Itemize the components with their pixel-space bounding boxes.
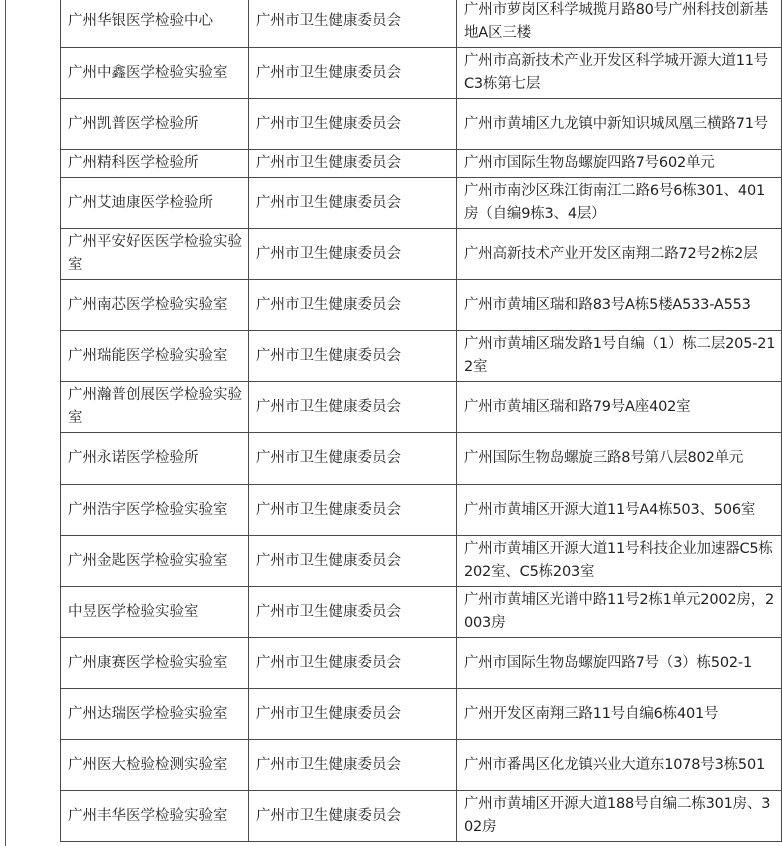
authority-cell: 广州市卫生健康委员会 — [249, 433, 457, 485]
authority-cell: 广州市卫生健康委员会 — [249, 150, 457, 178]
address-cell: 广州市黄埔区开源大道11号科技企业加速器C5栋202室、C5栋203室 — [457, 536, 782, 587]
authority-cell: 广州市卫生健康委员会 — [249, 791, 457, 842]
address-cell: 广州市国际生物岛螺旋四路7号602单元 — [457, 150, 782, 178]
address-cell: 广州市黄埔区瑞和路79号A座402室 — [457, 382, 782, 433]
address-cell: 广州市黄埔区瑞发路1号自编（1）栋二层205-212室 — [457, 331, 782, 382]
lab-name-cell: 广州瑞能医学检验实验室 — [61, 331, 249, 382]
lab-registry-table — [60, 0, 782, 842]
table-row — [61, 638, 782, 689]
address-cell: 广州市黄埔区开源大道11号A4栋503、506室 — [457, 485, 782, 536]
table-row — [61, 791, 782, 842]
authority-cell: 广州市卫生健康委员会 — [249, 382, 457, 433]
lab-name-cell: 广州康赛医学检验实验室 — [61, 638, 249, 689]
lab-name-cell: 广州精科医学检验所 — [61, 150, 249, 178]
lab-name-cell: 广州中鑫医学检验实验室 — [61, 48, 249, 99]
lab-name-cell: 广州达瑞医学检验实验室 — [61, 689, 249, 740]
lab-name-cell: 广州艾迪康医学检验所 — [61, 178, 249, 229]
authority-cell: 广州市卫生健康委员会 — [249, 178, 457, 229]
table-body — [61, 0, 782, 842]
address-cell: 广州市黄埔区开源大道188号自编二栋301房、302房 — [457, 791, 782, 842]
authority-cell: 广州市卫生健康委员会 — [249, 229, 457, 280]
lab-name-cell: 广州丰华医学检验实验室 — [61, 791, 249, 842]
lab-name-cell: 广州金匙医学检验实验室 — [61, 536, 249, 587]
authority-cell: 广州市卫生健康委员会 — [249, 331, 457, 382]
table-row — [61, 536, 782, 587]
table-row — [61, 382, 782, 433]
authority-cell: 广州市卫生健康委员会 — [249, 0, 457, 48]
table-row — [61, 48, 782, 99]
table-row — [61, 0, 782, 48]
address-cell: 广州市南沙区珠江街南江二路6号6栋301、401房（自编9栋3、4层） — [457, 178, 782, 229]
table-row — [61, 150, 782, 178]
table-row — [61, 587, 782, 638]
table-row — [61, 485, 782, 536]
authority-cell: 广州市卫生健康委员会 — [249, 485, 457, 536]
table-row — [61, 689, 782, 740]
lab-name-cell: 广州瀚普创展医学检验实验室 — [61, 382, 249, 433]
lab-name-cell: 广州医大检验检测实验室 — [61, 740, 249, 791]
address-cell: 广州市萝岗区科学城揽月路80号广州科技创新基地A区三楼 — [457, 0, 782, 48]
address-cell: 广州市黄埔区九龙镇中新知识城凤凰三横路71号 — [457, 99, 782, 150]
lab-name-cell: 中昱医学检验实验室 — [61, 587, 249, 638]
table-row — [61, 229, 782, 280]
authority-cell: 广州市卫生健康委员会 — [249, 740, 457, 791]
address-cell: 广州市国际生物岛螺旋四路7号（3）栋502-1 — [457, 638, 782, 689]
table-row — [61, 280, 782, 331]
authority-cell: 广州市卫生健康委员会 — [249, 638, 457, 689]
left-border-line — [5, 0, 6, 846]
authority-cell: 广州市卫生健康委员会 — [249, 587, 457, 638]
authority-cell: 广州市卫生健康委员会 — [249, 99, 457, 150]
lab-name-cell: 广州华银医学检验中心 — [61, 0, 249, 48]
address-cell: 广州高新技术产业开发区南翔二路72号2栋2层 — [457, 229, 782, 280]
lab-name-cell: 广州南芯医学检验实验室 — [61, 280, 249, 331]
address-cell: 广州市黄埔区瑞和路83号A栋5楼A533-A553 — [457, 280, 782, 331]
table-row — [61, 178, 782, 229]
address-cell: 广州市黄埔区光谱中路11号2栋1单元2002房，2003房 — [457, 587, 782, 638]
authority-cell: 广州市卫生健康委员会 — [249, 48, 457, 99]
table-row — [61, 433, 782, 485]
authority-cell: 广州市卫生健康委员会 — [249, 689, 457, 740]
table-row — [61, 331, 782, 382]
address-cell: 广州市番禺区化龙镇兴业大道东1078号3栋501 — [457, 740, 782, 791]
table-row — [61, 99, 782, 150]
address-cell: 广州开发区南翔三路11号自编6栋401号 — [457, 689, 782, 740]
authority-cell: 广州市卫生健康委员会 — [249, 280, 457, 331]
lab-name-cell: 广州平安好医医学检验实验室 — [61, 229, 249, 280]
lab-name-cell: 广州永诺医学检验所 — [61, 433, 249, 485]
table-row — [61, 740, 782, 791]
lab-name-cell: 广州浩宇医学检验实验室 — [61, 485, 249, 536]
lab-name-cell: 广州凯普医学检验所 — [61, 99, 249, 150]
authority-cell: 广州市卫生健康委员会 — [249, 536, 457, 587]
address-cell: 广州国际生物岛螺旋三路8号第八层802单元 — [457, 433, 782, 485]
address-cell: 广州市高新技术产业开发区科学城开源大道11号C3栋第七层 — [457, 48, 782, 99]
